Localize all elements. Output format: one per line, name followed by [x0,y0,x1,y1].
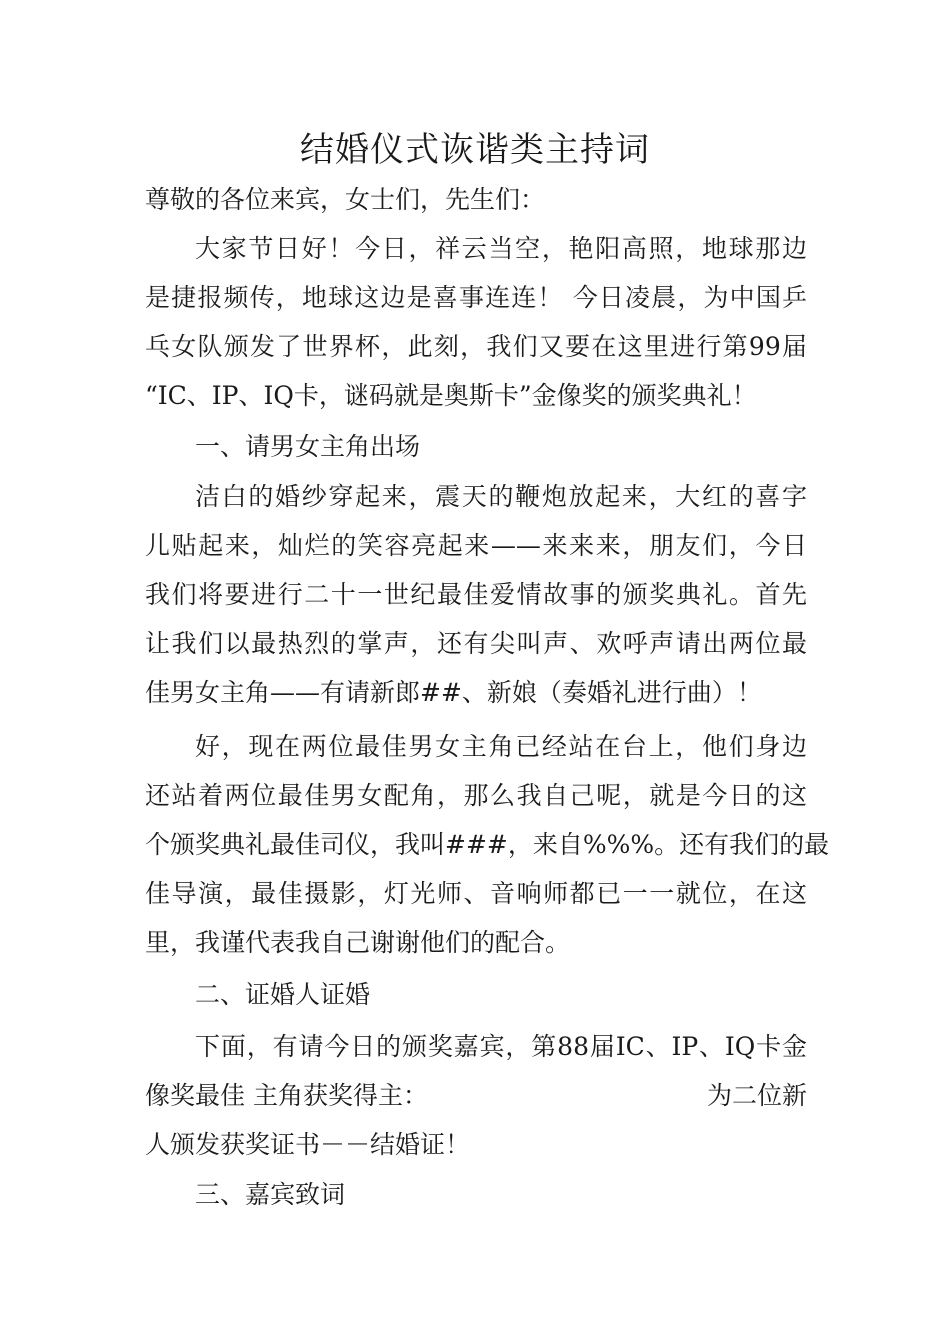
paragraph-line: 佳导演，最佳摄影，灯光师、音响师都已一一就位，在这 [145,879,807,908]
paragraph-line-with-blank [145,1078,807,1114]
award-winner-label: 像奖最佳 主角获奖得主： [145,1081,428,1110]
paragraph-continuation: 为二位新 [706,1081,807,1110]
paragraph-line: 人颁发获奖证书－－结婚证！ [145,1130,471,1159]
paragraph-line: 让我们以最热烈的掌声，还有尖叫声、欢呼声请出两位最 [145,629,807,658]
paragraph-line: 洁白的婚纱穿起来，震天的鞭炮放起来，大红的喜字 [195,482,807,511]
paragraph-line: 下面，有请今日的颁奖嘉宾，第88届IC、IP、IQ卡金 [195,1032,807,1061]
section-heading: 二、证婚人证婚 [195,980,371,1009]
paragraph-line: 个颁奖典礼最佳司仪，我叫###，来自%%%。还有我们的最 [145,830,830,859]
paragraph-line: 我们将要进行二十一世纪最佳爱情故事的颁奖典礼。首先 [145,580,807,609]
paragraph-line: 好，现在两位最佳男女主角已经站在台上，他们身边 [195,732,807,761]
paragraph-line: 还站着两位最佳男女配角，那么我自己呢，就是今日的这 [145,781,807,810]
paragraph-line: 儿贴起来，灿烂的笑容亮起来——来来来，朋友们，今日 [145,531,807,560]
paragraph-line: “IC、IP、IQ卡，谜码就是奥斯卡”金像奖的颁奖典礼！ [145,381,757,410]
paragraph-line: 佳男女主角——有请新郎##、新娘（奏婚礼进行曲）！ [145,678,762,707]
paragraph-line: 乓女队颁发了世界杯，此刻，我们又要在这里进行第99届 [145,332,807,361]
document-title: 结婚仪式诙谐类主持词 [300,130,650,170]
salutation-line: 尊敬的各位来宾，女士们，先生们： [145,185,546,214]
paragraph-line: 里，我谨代表我自己谢谢他们的配合。 [145,928,571,957]
section-heading: 三、嘉宾致词 [195,1180,346,1209]
paragraph-line: 是捷报频传，地球这边是喜事连连！ 今日凌晨，为中国乒 [145,283,807,312]
paragraph-line: 大家节日好！今日，祥云当空，艳阳高照，地球那边 [195,234,807,263]
section-heading: 一、请男女主角出场 [195,432,421,461]
